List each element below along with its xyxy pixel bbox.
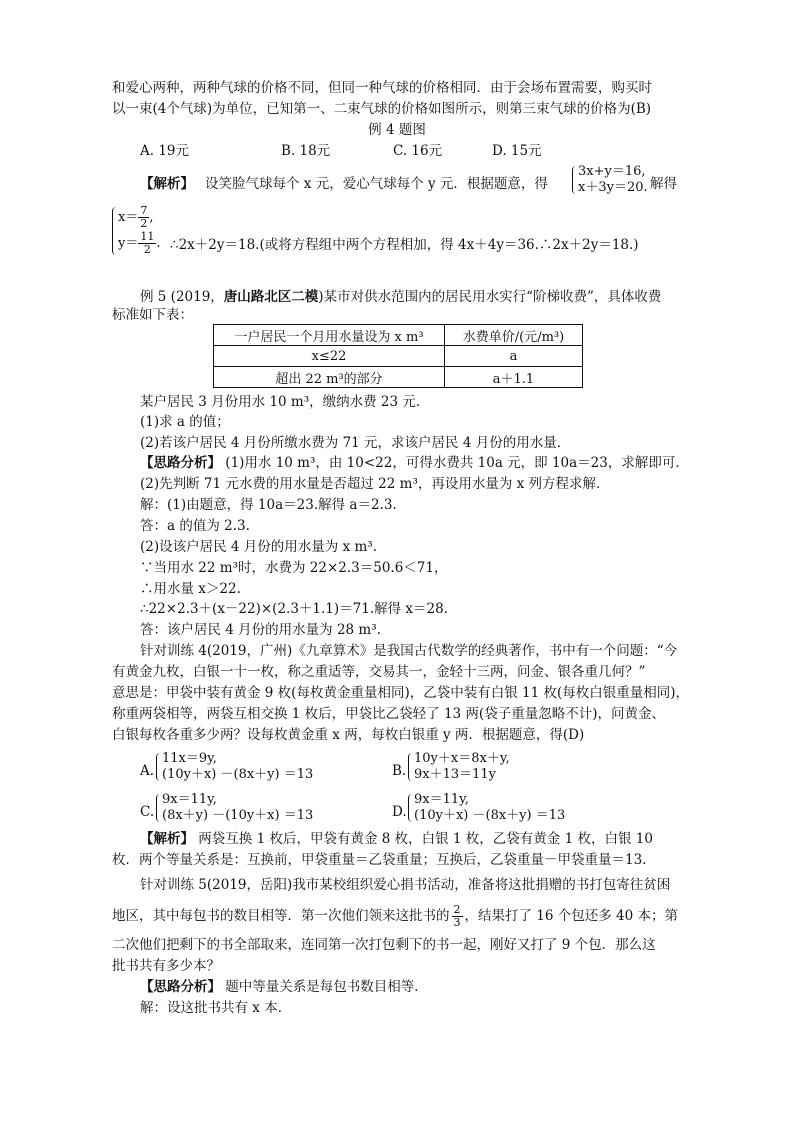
fraction-x xyxy=(138,205,149,230)
table-header-row xyxy=(214,325,583,346)
tr5-line-3: 二次他们把剩下的书全部取来，连同第一次打包剩下的书一起，刚好又打了 9 个包．那么这 xyxy=(112,937,656,953)
solution-y-lhs: y＝ xyxy=(118,236,139,251)
tr4-analysis-text-2: 枚．两个等量关系是：互换前，甲袋重量＝乙袋重量；互换后，乙袋重量－甲袋重量＝13. xyxy=(112,852,647,868)
solution-line-2: (2)设该户居民 4 月份的用水量为 x m³. xyxy=(140,539,377,555)
ex5-question-1: (1)求 a 的值； xyxy=(140,414,230,430)
figure-caption: 例 4 题图 xyxy=(368,122,426,138)
solution-line-3: ∵当用水 22 m³时，水费为 22×2.3＝50.6＜71， xyxy=(140,560,448,576)
equation-2: x＋3y＝20. xyxy=(578,180,648,195)
option-c-system xyxy=(162,792,313,824)
fee-table xyxy=(213,324,583,388)
solution-system xyxy=(118,205,161,257)
table-cell: a xyxy=(445,346,583,367)
ex5-header-post: )某市对供水范围内的居民用水实行“阶梯收费”，具体收费 xyxy=(318,289,662,305)
solve-tail: 解得 xyxy=(650,176,677,192)
option-d-eq-2: (10y＋x) －(8x＋y) ＝13 xyxy=(414,808,566,823)
tr5-solution: 解：设这批书共有 x 本． xyxy=(140,1000,292,1016)
think-text-1: (1)用水 10 m³，由 10<22，可得水费共 10a 元，即 10a＝23，求解即可． xyxy=(225,455,689,471)
option-b-eq-2: 9x＋13＝11y xyxy=(414,767,497,782)
fraction-x-den: 2 xyxy=(140,217,148,230)
think-label: 【思路分析】 xyxy=(140,455,221,471)
option-a-system xyxy=(162,751,313,783)
ex5-header-source: 唐山路北区二模 xyxy=(223,289,319,305)
answer-1: 答：a 的值为 2.3. xyxy=(140,518,250,534)
option-a-eq-1: 11x＝9y, xyxy=(162,751,217,766)
tr5-line-2 xyxy=(112,904,678,929)
option-d-eq-1: 9x＝11y, xyxy=(414,792,469,807)
tr4-line-4: 称重两袋相等，两袋互相交换 1 枚后，甲袋比乙袋轻了 13 两(袋子重量忽略不计)，问黄金、 xyxy=(112,706,665,722)
tr5-think-text: 题中等量关系是每包书数目相等． xyxy=(225,979,428,995)
option-c-label: C. xyxy=(140,804,155,820)
solution-x: x＝ $\frac{7}{2}$ , xyxy=(118,204,154,230)
answer-2: 答：该户居民 4 月份的用水量为 28 m³. xyxy=(140,622,381,638)
ex5-question-2: (2)若该户居民 4 月份所缴水费为 71 元，求该户居民 4 月份的用水量． xyxy=(140,435,571,451)
option-d: D. 15元 xyxy=(492,143,542,159)
ex5-line-2: 标准如下表： xyxy=(112,307,193,323)
solution-x-lhs: x＝ xyxy=(118,210,139,225)
fraction-y-num: 11 xyxy=(140,230,155,243)
option-a-label: A. xyxy=(140,763,155,779)
intro-line-1: 和爱心两种，两种气球的价格不同，但同一种气球的价格相同．由于会场布置需要，购买时 xyxy=(112,80,652,96)
analysis-conclusion: ∴2x＋2y＝18.(或将方程组中两个方程相加，得 4x＋4y＝36.∴2x＋2y＝18.) xyxy=(170,237,639,253)
tr4-line-3: 意思是：甲袋中装有黄金 9 枚(每枚黄金重量相同)，乙袋中装有白银 11 枚(每枚白银重量相同)， xyxy=(112,685,689,701)
table-row xyxy=(214,367,583,388)
fraction-num: 2 xyxy=(453,903,461,916)
tr4-analysis-label: 【解析】 xyxy=(140,831,194,847)
intro-line-2: 以一束(4个气球)为单位，已知第一、二束气球的价格如图所示，则第三束气球的价格为(B) xyxy=(112,101,652,117)
option-c: C. 16元 xyxy=(393,143,443,159)
option-c-eq-2: (8x＋y) －(10y＋x) ＝13 xyxy=(162,808,314,823)
tr4-analysis-text-1: 两袋互换 1 枚后，甲袋有黄金 8 枚，白银 1 枚，乙袋有黄金 1 枚，白银 10 xyxy=(198,831,653,847)
option-d-system xyxy=(414,792,565,824)
table-cell: a＋1.1 xyxy=(445,367,583,388)
fraction-y-den: 2 xyxy=(143,243,151,256)
fraction-x-num: 7 xyxy=(140,204,148,217)
fraction-two-thirds xyxy=(452,904,463,929)
tr5-think-label: 【思路分析】 xyxy=(140,979,221,995)
tr4-analysis xyxy=(140,830,653,848)
option-b-label: B. xyxy=(392,763,407,779)
table-header-cell: 水费单价/(元/m³) xyxy=(445,325,583,346)
ex5-statement: 某户居民 3 月份用水 10 m³，缴纳水费 23 元． xyxy=(140,394,430,410)
analysis-text: 设笑脸气球每个 x 元，爱心气球每个 y 元．根据题意，得 xyxy=(205,176,548,192)
solution-y: y＝ $\frac{11}{2}$ . xyxy=(118,230,161,256)
tr5-line-1: 针对训练 5(2019，岳阳)我市某校组织爱心捐书活动，准备将这批捐赠的书打包寄往贫困 xyxy=(140,877,671,893)
tr5-line-2-post: ，结果打了 16 个包还多 40 本；第 xyxy=(464,908,679,924)
tr5-line-2-pre: 地区，其中每包书的数目相等．第一次他们领来这批书的 xyxy=(112,908,450,924)
analysis-label: 【解析】 xyxy=(140,176,194,192)
tr4-line-2: 有黄金九枚，白银一十一枚，称之重适等，交易其一，金轻十三两，问金、银各重几何？” xyxy=(112,664,646,680)
solution-line-1: 解：(1)由题意，得 10a＝23.解得 a＝2.3. xyxy=(140,497,397,513)
ex5-header-pre: 例 5 (2019， xyxy=(140,289,224,305)
option-b: B. 18元 xyxy=(281,143,331,159)
table-cell: 超出 22 m³的部分 xyxy=(214,367,445,388)
option-b-system xyxy=(414,751,510,783)
equation-system xyxy=(578,164,648,196)
fraction-den: 3 xyxy=(453,916,461,929)
option-d-label: D. xyxy=(392,804,407,820)
ex5-header xyxy=(140,288,661,306)
tr5-think xyxy=(140,978,428,996)
think-text-2: (2)先判断 71 元水费的用水量是否超过 22 m³，再设用水量为 x 列方程求解． xyxy=(140,476,610,492)
tr5-line-4: 批书共有多少本？ xyxy=(112,958,220,974)
option-a-eq-2: (10y＋x) －(8x＋y) ＝13 xyxy=(162,767,314,782)
table-cell: x≤22 xyxy=(214,346,445,367)
tr4-line-1: 针对训练 4(2019，广州)《九章算术》是我国古代数学的经典著作，书中有一个问题：“今 xyxy=(140,643,678,659)
option-c-eq-1: 9x＝11y, xyxy=(162,792,217,807)
solution-line-5: ∴22×2.3＋(x－22)×(2.3＋1.1)＝71.解得 x＝28. xyxy=(140,601,449,617)
equation-1: 3x+y＝16, xyxy=(578,164,646,179)
ex5-think xyxy=(140,454,689,472)
table-row xyxy=(214,346,583,367)
option-b-eq-1: 10y＋x＝8x＋y, xyxy=(414,751,510,766)
tr4-line-5: 白银每枚各重多少两？设每枚黄金重 x 两，每枚白银重 y 两．根据题意，得(D) xyxy=(112,727,585,743)
fraction-y xyxy=(138,231,156,256)
table-header-cell: 一户居民一个月用水量设为 x m³ xyxy=(214,325,445,346)
solution-line-4: ∴用水量 x＞22. xyxy=(140,581,241,597)
option-a: A. 19元 xyxy=(140,143,190,159)
